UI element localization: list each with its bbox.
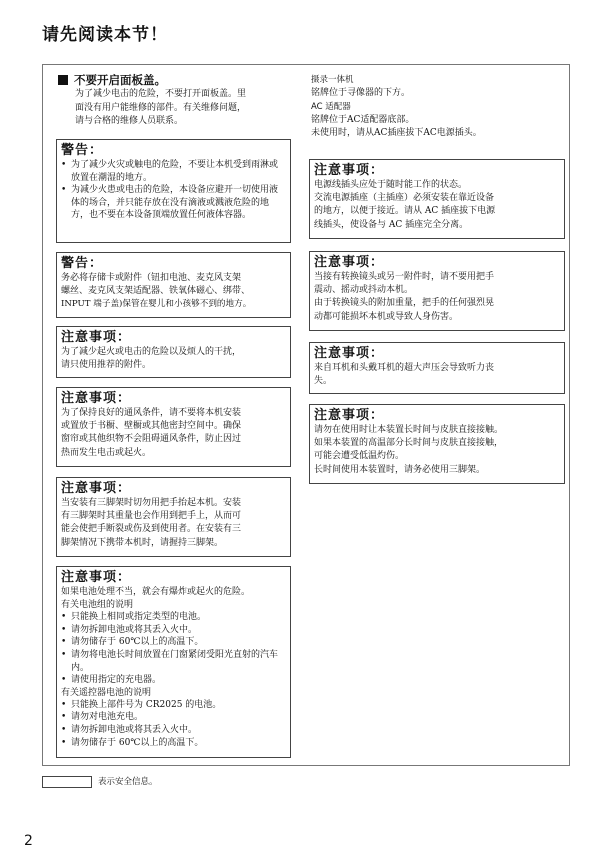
caution-heading: 注意事项： [314, 408, 385, 423]
caution-heading: 注意事项： [61, 391, 132, 406]
text-line: 震动、摇动或抖动本机。 [314, 285, 414, 296]
legend-text: 表示安全信息。 [98, 777, 158, 787]
text-line: 为了减少起火或电击的危险以及烦人的干扰， [61, 347, 242, 357]
warning-heading: 警告： [61, 256, 104, 271]
list-item: • 只能换上相同或指定类型的电池。 [61, 611, 286, 624]
text-line: 热而发生电击或起火。 [61, 447, 152, 458]
camcorder-label: 摄录一体机 [311, 75, 354, 85]
text-line: 螺丝、麦克风支架适配器、铁氧体磁心、绑带、 [61, 286, 251, 297]
text-line: 面没有用户能维修的部件。有关维修问题， [75, 102, 247, 113]
list-item: • 请勿拆卸电池或将其丢入火中。 [61, 724, 286, 737]
warning-list [61, 159, 286, 222]
list-item: • 为了减少火灾或触电的危险，不要让本机受到雨淋或放置在潮湿的地方。 [61, 159, 286, 184]
list-item: • 请使用指定的充电器。 [61, 674, 286, 687]
caution-box-headphones [309, 342, 565, 394]
camcorder-nameplate-text: 铭牌位于寻像器的下方。 [311, 88, 411, 98]
text-line: INPUT 端子盖)保管在婴儿和小孩够不到的地方。 [61, 299, 252, 310]
text-line: 务必将存储卡或附件（钮扣电池、麦克风支架 [61, 273, 242, 283]
black-square-icon [58, 75, 68, 85]
list-item: • 请勿储存于 60℃以上的高温下。 [61, 636, 286, 649]
text-line: 如果本装置的高温部分长时间与皮肤直接接触， [314, 438, 504, 449]
text-line: 交流电源插座（主插座）必须安装在靠近设备 [314, 193, 495, 204]
ac-adaptor-unplug-text: 未使用时，请从AC插座拔下AC电源插头。 [311, 128, 482, 138]
text-line: 或置放于书橱、壁橱或其他密封空间中。确保 [61, 421, 242, 432]
text-line: 由于转换镜头的附加重量，把手的任何强烈晃 [314, 298, 495, 309]
text-line: 来自耳机和头戴耳机的超大声压会导致听力丧 [314, 363, 495, 373]
text-line: 有三脚架时其重量也会作用到把手上，从而可 [61, 511, 242, 522]
panel-cover-text [58, 88, 288, 129]
text-line: 能会使把手断裂或伤及到使用者。在安装有三 [61, 524, 242, 535]
text-line: 请只使用推荐的附件。 [61, 360, 152, 371]
text-line: 为了保持良好的通风条件，请不要将本机安装 [61, 408, 242, 418]
text-line: 当接有转换镜头或另一附件时，请不要用把手 [314, 272, 495, 282]
caution-heading: 注意事项： [61, 570, 132, 585]
ac-adaptor-label: AC 适配器 [311, 101, 351, 112]
caution-box-ventilation [56, 387, 291, 467]
list-item: • 请勿储存于 60℃以上的高温下。 [61, 737, 286, 750]
caution-heading: 注意事项： [314, 163, 385, 178]
warning-box-rain [56, 139, 291, 243]
text-line: 的地方，以便于接近。请从 AC 插座拔下电源 [314, 206, 496, 217]
text-line: 为了减少电击的危险，不要打开面板盖。里 [75, 89, 247, 99]
caution-box-skin-contact [309, 404, 565, 484]
list-item: • 请勿拆卸电池或将其丢入火中。 [61, 624, 286, 637]
text-line: 电源线插头应处于随时能工作的状态。 [314, 180, 468, 190]
warning-heading: 警告： [61, 143, 104, 158]
remote-battery-list [61, 699, 286, 749]
ac-adaptor-nameplate-text: 铭牌位于AC适配器底部。 [311, 114, 415, 125]
list-item: • 为减少火患或电击的危险，本设备应避开一切使用液体的场合，并只能存放在没有滴液或溅液危险的地方，也不要在本设备顶端放置任何液体容器。 [61, 184, 286, 222]
text-line: 动都可能损坏本机或导致人身伤害。 [314, 311, 459, 322]
safety-legend [42, 776, 158, 788]
panel-cover-heading: 不要开启面板盖。 [74, 73, 166, 87]
battery-intro: 如果电池处理不当，就会有爆炸或起火的危险。 [61, 587, 251, 597]
text-line: 可能会遭受低温灼伤。 [314, 451, 405, 462]
caution-box-conversion-lens [309, 251, 565, 331]
caution-box-accessories [56, 326, 291, 378]
text-line: 线插头，使设备与 AC 插座完全分离。 [314, 219, 469, 230]
caution-heading: 注意事项： [314, 255, 385, 270]
list-item: • 请勿将电池长时间放置在门窗紧闭受阳光直射的汽车内。 [61, 649, 286, 674]
list-item: • 只能换上部件号为 CR2025 的电池。 [61, 699, 286, 712]
text-line: 请勿在使用时让本装置长时间与皮肤直接接触。 [314, 425, 504, 435]
caution-box-tripod [56, 477, 291, 557]
text-line: 窗帘或其他织物不会阻碍通风条件，防止因过 [61, 434, 242, 445]
remote-battery-heading: 有关遥控器电池的说明 [61, 687, 152, 698]
caution-heading: 注意事项： [61, 330, 132, 345]
text-line: 失。 [314, 376, 333, 387]
text-line: 当安装有三脚架时切勿用把手抬起本机。安装 [61, 498, 242, 508]
battery-pack-heading: 有关电池组的说明 [61, 600, 134, 611]
caution-box-battery [56, 566, 291, 758]
text-line: 脚架情况下携带本机时，请握持三脚架。 [61, 537, 224, 548]
warning-box-small-parts [56, 252, 291, 318]
text-line: 长时间使用本装置时，请务必使用三脚架。 [314, 464, 486, 475]
caution-box-power-plug [309, 159, 565, 239]
caution-heading: 注意事项： [314, 346, 385, 361]
page-number: 2 [24, 833, 33, 849]
legend-box-swatch [42, 776, 92, 788]
list-item: • 请勿对电池充电。 [61, 711, 286, 724]
caution-heading: 注意事项： [61, 481, 132, 496]
text-line: 请与合格的维修人员联系。 [75, 116, 184, 126]
page-title: 请先阅读本节！ [42, 25, 168, 45]
battery-pack-list [61, 611, 286, 687]
nameplate-info [311, 74, 563, 141]
panel-cover-notice [58, 72, 288, 129]
